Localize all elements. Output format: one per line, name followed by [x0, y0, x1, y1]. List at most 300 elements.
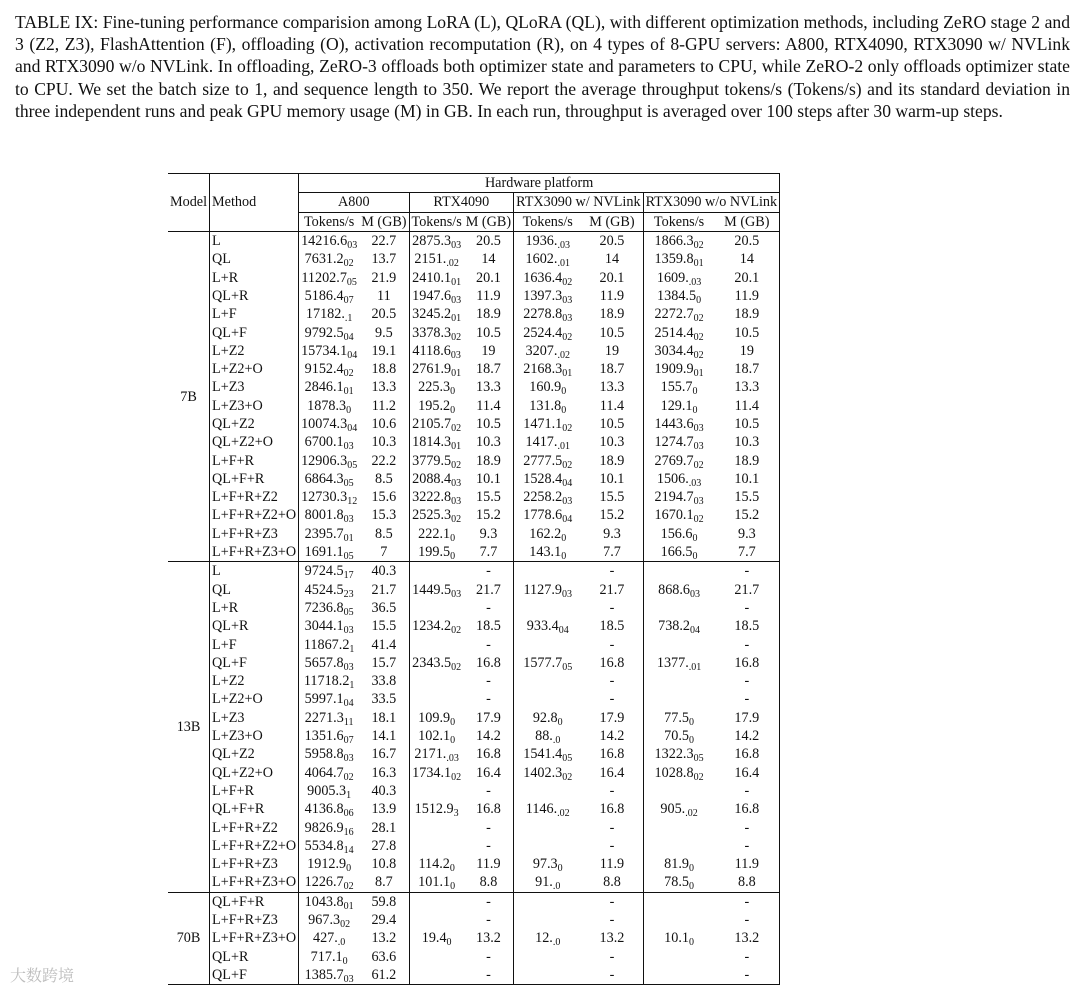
mem-cell: 16.7	[371, 746, 397, 763]
tokens-value: 8001.8	[304, 507, 344, 524]
tokens-value: 15734.1	[301, 342, 348, 359]
tokens-value: 3245.2	[412, 306, 452, 323]
tokens-std: .01	[557, 441, 570, 453]
tokens-std: 03	[450, 349, 461, 361]
tokens-cell	[299, 617, 360, 635]
mem-cell: 41.4	[371, 636, 397, 653]
tokens-cell	[643, 837, 714, 855]
mem-cell: 18.9	[715, 305, 780, 323]
tokens-std: 0	[449, 863, 455, 875]
tokens-value: 2514.4	[654, 324, 694, 341]
tokens-cell	[514, 966, 582, 985]
method-cell: L+Z3+O	[210, 727, 299, 745]
tokens-cell	[643, 543, 714, 562]
mem-cell: 11.9	[599, 856, 625, 873]
tokens-std: 02	[562, 771, 573, 783]
tokens-cell	[409, 947, 464, 965]
tokens-cell	[299, 231, 360, 250]
tokens-value: 5657.8	[304, 654, 344, 671]
tokens-std: 03	[343, 973, 354, 985]
mem-cell: 8.8	[715, 873, 780, 892]
tokens-std: 01	[343, 532, 354, 544]
mem-cell: 10.3	[599, 434, 625, 451]
tokens-value: 195.2	[418, 397, 451, 414]
tokens-cell	[514, 451, 582, 469]
tokens-std: .03	[446, 753, 459, 765]
tokens-std: 02	[562, 276, 573, 288]
mem-cell: 8.8	[464, 873, 514, 892]
tokens-value: 9792.5	[304, 324, 344, 341]
tokens-std: 03	[561, 588, 572, 600]
table-row	[168, 672, 780, 690]
tokens-value: 1146.	[525, 801, 558, 818]
table-row	[168, 709, 780, 727]
tokens-std: .03	[557, 240, 570, 252]
tokens-cell	[643, 378, 714, 396]
mem-cell: 33.5	[371, 691, 397, 708]
tokens-std: 01	[451, 276, 462, 288]
tokens-std: 23	[343, 588, 354, 600]
method-cell: QL+Z2+O	[210, 764, 299, 782]
mem-cell: -	[715, 837, 780, 855]
method-cell: QL+Z2	[210, 415, 299, 433]
mem-cell: 21.7	[715, 581, 780, 599]
mem-cell: 63.6	[371, 948, 397, 965]
method-cell: QL+F+R	[210, 800, 299, 818]
method-cell: L+Z2	[210, 342, 299, 360]
table-row	[168, 782, 780, 800]
mem-cell: -	[609, 673, 615, 690]
mem-cell: 10.1	[715, 470, 780, 488]
table-row	[168, 911, 780, 929]
mem-cell: 21.9	[371, 269, 397, 286]
tokens-value: 131.8	[529, 397, 562, 414]
mem-cell: -	[715, 599, 780, 617]
tokens-value: 967.3	[308, 912, 341, 929]
tokens-cell	[299, 470, 360, 488]
mem-cell: 21.7	[371, 581, 397, 598]
mem-cell: 15.3	[371, 507, 397, 524]
table-row	[168, 543, 780, 562]
tokens-cell	[643, 451, 714, 469]
mem-cell: 18.5	[476, 618, 501, 635]
mem-cell: 18.7	[599, 361, 625, 378]
tokens-std: 03	[562, 496, 573, 508]
tokens-std: 0	[688, 863, 694, 875]
tokens-cell	[299, 250, 360, 268]
tokens-cell	[299, 415, 360, 433]
table-row	[168, 506, 780, 524]
method-cell: QL+F+R	[210, 470, 299, 488]
tokens-std: 17	[343, 570, 354, 582]
tokens-value: 19.4	[421, 930, 447, 947]
tokens-std: 02	[451, 514, 462, 526]
mem-cell: 10.6	[371, 416, 397, 432]
mem-cell: 18.9	[476, 452, 501, 469]
mem-cell: 20.1	[599, 269, 625, 286]
tokens-cell	[514, 581, 582, 599]
tokens-std: 02	[451, 771, 462, 783]
method-cell: QL+R	[210, 617, 299, 635]
tokens-value: 2088.4	[412, 470, 452, 487]
tokens-value: 1909.9	[654, 361, 694, 378]
tokens-cell	[514, 323, 582, 341]
tokens-cell	[643, 415, 714, 433]
tokens-cell	[409, 415, 464, 433]
method-cell: L+F+R+Z3	[210, 911, 299, 929]
mem-cell: 9.3	[603, 525, 621, 542]
mem-cell: 20.5	[715, 231, 780, 250]
tokens-std: 01	[693, 368, 704, 380]
tokens-cell	[299, 837, 360, 855]
method-cell: L	[210, 562, 299, 581]
mem-cell: 27.8	[371, 837, 397, 854]
tokens-std: 0	[450, 551, 456, 563]
tokens-value: 1670.1	[654, 507, 694, 524]
mem-cell: -	[486, 563, 491, 580]
mem-cell: 10.5	[599, 324, 625, 341]
tokens-header: Tokens/s	[409, 212, 464, 231]
hw-header-rtx3090-no-nvlink: RTX3090 w/o NVLink	[643, 193, 780, 212]
tokens-header: Tokens/s	[299, 212, 360, 231]
tokens-value: 10.1	[664, 930, 689, 947]
tokens-std: 16	[343, 826, 354, 838]
tokens-cell	[514, 911, 582, 929]
tokens-cell	[299, 451, 360, 469]
mem-cell: 15.5	[476, 489, 501, 506]
method-cell: L+Z2+O	[210, 690, 299, 708]
mem-cell: -	[715, 782, 780, 800]
mem-cell: 16.4	[476, 764, 501, 781]
hw-header-rtx4090: RTX4090	[409, 193, 514, 212]
mem-cell: 20.5	[599, 233, 625, 250]
mem-cell: 20.5	[371, 306, 397, 323]
tokens-std: 0	[692, 532, 698, 544]
tokens-std: 02	[693, 331, 704, 343]
tokens-cell	[643, 947, 714, 965]
tokens-cell	[299, 488, 360, 506]
tokens-value: 9152.4	[304, 361, 344, 378]
tokens-cell	[643, 709, 714, 727]
tokens-value: 1043.8	[304, 893, 344, 910]
tokens-value: 12.	[535, 930, 553, 947]
tokens-cell	[299, 397, 360, 415]
mem-cell: 16.8	[476, 746, 501, 763]
tokens-value: 1417.	[525, 434, 558, 451]
tokens-std: 02	[693, 514, 704, 526]
mem-cell: 10.8	[371, 856, 397, 873]
tokens-std: 03	[343, 753, 354, 765]
table-row	[168, 525, 780, 543]
tokens-cell	[514, 470, 582, 488]
table-row	[168, 562, 780, 581]
table-row	[168, 305, 780, 323]
table-row	[168, 581, 780, 599]
tokens-value: 6864.3	[304, 470, 344, 487]
tokens-std: 02	[693, 349, 704, 361]
method-cell: QL+R	[210, 287, 299, 305]
tokens-value: 1912.9	[307, 856, 347, 873]
method-cell: L+F+R+Z3	[210, 855, 299, 873]
tokens-std: 02	[562, 423, 573, 434]
tokens-cell	[643, 672, 714, 690]
tokens-value: 129.1	[660, 397, 693, 414]
tokens-value: 3779.5	[412, 452, 452, 469]
table-row	[168, 323, 780, 341]
tokens-value: 1274.7	[654, 434, 694, 451]
tokens-value: 2151.	[414, 251, 447, 268]
tokens-std: .1	[344, 313, 353, 325]
tokens-std: 04	[562, 477, 573, 489]
tokens-cell	[299, 506, 360, 524]
tokens-std: 0	[561, 551, 567, 563]
tokens-std: 03	[690, 588, 701, 600]
mem-cell: 13.2	[371, 930, 397, 947]
tokens-std: 05	[343, 477, 354, 489]
tokens-value: 2761.9	[412, 361, 452, 378]
tokens-cell	[514, 525, 582, 543]
method-cell: L+Z3	[210, 709, 299, 727]
tokens-value: 2168.3	[523, 361, 563, 378]
tokens-value: 1402.3	[523, 764, 563, 781]
tokens-cell	[514, 506, 582, 524]
mem-cell: 9.3	[715, 525, 780, 543]
tokens-cell	[409, 782, 464, 800]
tokens-std: 05	[346, 276, 357, 288]
mem-cell: 13.3	[715, 378, 780, 396]
tokens-std: 03	[451, 477, 462, 489]
tokens-std: 12	[347, 496, 358, 508]
tokens-value: 738.2	[658, 618, 691, 635]
tokens-value: 1506.	[656, 470, 689, 487]
tokens-cell	[643, 287, 714, 305]
tokens-cell	[514, 397, 582, 415]
tokens-cell	[514, 250, 582, 268]
tokens-value: 1471.1	[523, 416, 563, 432]
tokens-value: 2194.7	[654, 489, 694, 506]
tokens-cell	[409, 397, 464, 415]
tokens-cell	[409, 231, 464, 250]
method-cell: L+Z3	[210, 378, 299, 396]
mem-cell: -	[486, 893, 491, 910]
model-cell: 70B	[168, 892, 210, 984]
mem-cell: 10.5	[715, 415, 780, 433]
tokens-value: 2525.3	[412, 507, 452, 524]
tokens-std: 03	[693, 423, 704, 434]
tokens-std: 02	[693, 313, 704, 325]
table-body	[168, 231, 780, 984]
table-row	[168, 451, 780, 469]
mem-cell: 15.5	[599, 489, 625, 506]
tokens-cell	[299, 268, 360, 286]
tokens-std: 02	[562, 459, 573, 471]
tokens-cell	[643, 506, 714, 524]
mem-cell: -	[486, 636, 491, 653]
tokens-value: 14216.6	[301, 233, 348, 250]
tokens-std: 01	[693, 258, 704, 270]
mem-cell: 17.9	[599, 709, 625, 726]
mem-cell: 61.2	[359, 966, 409, 985]
tokens-std: 05	[347, 459, 358, 471]
tokens-value: 160.9	[529, 379, 562, 396]
tokens-value: 2410.1	[412, 269, 452, 286]
tokens-value: 1778.6	[523, 507, 563, 524]
mem-cell: 20.5	[476, 233, 501, 250]
method-cell: L+F+R+Z2	[210, 818, 299, 836]
tokens-std: 02	[343, 368, 354, 380]
tokens-std: 03	[693, 496, 704, 508]
mem-cell: 8.8	[581, 873, 643, 892]
table-row	[168, 250, 780, 268]
mem-cell: 8.7	[359, 873, 409, 892]
mem-cell: 15.5	[371, 618, 397, 635]
tokens-std: 0	[561, 386, 567, 398]
mem-cell: 11.2	[371, 397, 396, 414]
tokens-cell	[514, 690, 582, 708]
tokens-value: 11202.7	[301, 269, 347, 286]
tokens-value: 3222.8	[412, 489, 452, 506]
mem-cell: 10.3	[715, 433, 780, 451]
mem-cell: -	[581, 966, 643, 985]
table-row	[168, 764, 780, 782]
tokens-std: 02	[693, 771, 704, 783]
tokens-std: 3	[453, 808, 459, 820]
mem-cell: 10.3	[371, 434, 397, 451]
tokens-value: 92.8	[532, 709, 558, 726]
table-row	[168, 727, 780, 745]
tokens-std: 03	[451, 240, 462, 252]
tokens-cell	[514, 672, 582, 690]
mem-cell: 15.2	[476, 507, 501, 524]
mem-cell: -	[486, 599, 491, 616]
tokens-std: 03	[343, 441, 354, 453]
tokens-value: 5534.8	[304, 837, 344, 854]
tokens-std: 05	[693, 753, 704, 765]
tokens-value: 5186.4	[304, 287, 344, 304]
method-cell: L+F+R+Z3+O	[210, 543, 299, 562]
tokens-std: 0	[446, 937, 452, 949]
tokens-cell	[299, 690, 360, 708]
tokens-cell	[409, 562, 464, 581]
tokens-cell	[409, 654, 464, 672]
tokens-cell	[643, 800, 714, 818]
mem-cell: 16.4	[715, 764, 780, 782]
mem-cell: 18.8	[371, 361, 397, 378]
tokens-value: 1577.7	[523, 654, 563, 671]
tokens-cell	[299, 892, 360, 911]
tokens-value: 1866.3	[654, 233, 694, 250]
tokens-cell	[409, 360, 464, 378]
tokens-std: 02	[451, 625, 462, 637]
tokens-std: 04	[347, 349, 358, 361]
mem-cell: -	[486, 673, 491, 690]
method-cell: QL+F	[210, 966, 299, 985]
method-cell: L+F+R+Z3+O	[210, 873, 299, 892]
table-row	[168, 342, 780, 360]
mem-cell: 10.3	[476, 434, 501, 451]
mem-cell: 18.5	[599, 618, 625, 635]
method-cell: L+Z2+O	[210, 360, 299, 378]
mem-cell: 10.5	[715, 323, 780, 341]
tokens-value: 166.5	[660, 544, 693, 561]
mem-cell: 7.7	[581, 543, 643, 562]
tokens-cell	[299, 911, 360, 929]
tokens-cell	[409, 929, 464, 947]
tokens-value: 2524.4	[523, 324, 563, 341]
mem-cell: 10.5	[599, 416, 625, 432]
mem-cell: 21.7	[476, 581, 501, 598]
tokens-cell	[299, 323, 360, 341]
mem-cell: 13.2	[599, 930, 625, 947]
tokens-value: 9826.9	[304, 819, 344, 836]
tokens-value: 5958.8	[304, 746, 344, 763]
tokens-cell	[643, 397, 714, 415]
tokens-cell	[514, 287, 582, 305]
tokens-cell	[514, 378, 582, 396]
tokens-cell	[409, 433, 464, 451]
tokens-std: 03	[562, 294, 573, 306]
tokens-value: 17182.	[305, 306, 345, 323]
tokens-cell	[409, 966, 464, 985]
tokens-cell	[409, 581, 464, 599]
tokens-std: 0	[557, 863, 563, 875]
header-row-metrics	[168, 212, 780, 231]
tokens-cell	[299, 818, 360, 836]
table-row	[168, 818, 780, 836]
mem-cell: 13.9	[371, 801, 397, 818]
mem-cell: 16.8	[476, 654, 501, 671]
tokens-std: 0	[346, 404, 352, 416]
tokens-value: 4524.5	[304, 581, 344, 598]
method-cell: QL+F	[210, 323, 299, 341]
tokens-cell	[514, 268, 582, 286]
tokens-value: 2395.7	[304, 525, 344, 542]
tokens-std: 02	[451, 331, 462, 343]
tokens-std: 04	[343, 698, 354, 710]
mem-cell: 7.7	[464, 543, 514, 562]
tokens-std: 03	[451, 294, 462, 306]
mem-cell: 18.7	[476, 361, 501, 378]
tokens-cell	[514, 562, 582, 581]
tokens-std: 03	[343, 514, 354, 526]
tokens-value: 1636.4	[523, 269, 563, 286]
tokens-value: 1878.3	[307, 397, 347, 414]
tokens-cell	[299, 635, 360, 653]
tokens-cell	[299, 966, 360, 985]
tokens-value: 2769.7	[654, 452, 694, 469]
table-row	[168, 947, 780, 965]
tokens-std: .03	[688, 477, 702, 489]
tokens-cell	[299, 800, 360, 818]
tokens-cell	[514, 415, 582, 433]
tokens-std: 0	[561, 532, 567, 544]
mem-cell: 11.9	[715, 287, 780, 305]
mem-cell: 14.2	[599, 728, 625, 745]
mem-cell: -	[609, 691, 615, 708]
tokens-std: 03	[693, 441, 704, 453]
tokens-value: 1397.3	[523, 287, 563, 304]
tokens-cell	[299, 745, 360, 763]
method-cell: L+R	[210, 268, 299, 286]
tokens-value: 78.5	[664, 874, 689, 891]
mem-cell: -	[486, 782, 491, 799]
mem-cell: 14.2	[476, 728, 501, 745]
table-row	[168, 929, 780, 947]
tokens-cell	[409, 451, 464, 469]
mem-cell: -	[486, 691, 491, 708]
tokens-std: 02	[343, 771, 354, 783]
mem-cell: 17.9	[476, 709, 501, 726]
